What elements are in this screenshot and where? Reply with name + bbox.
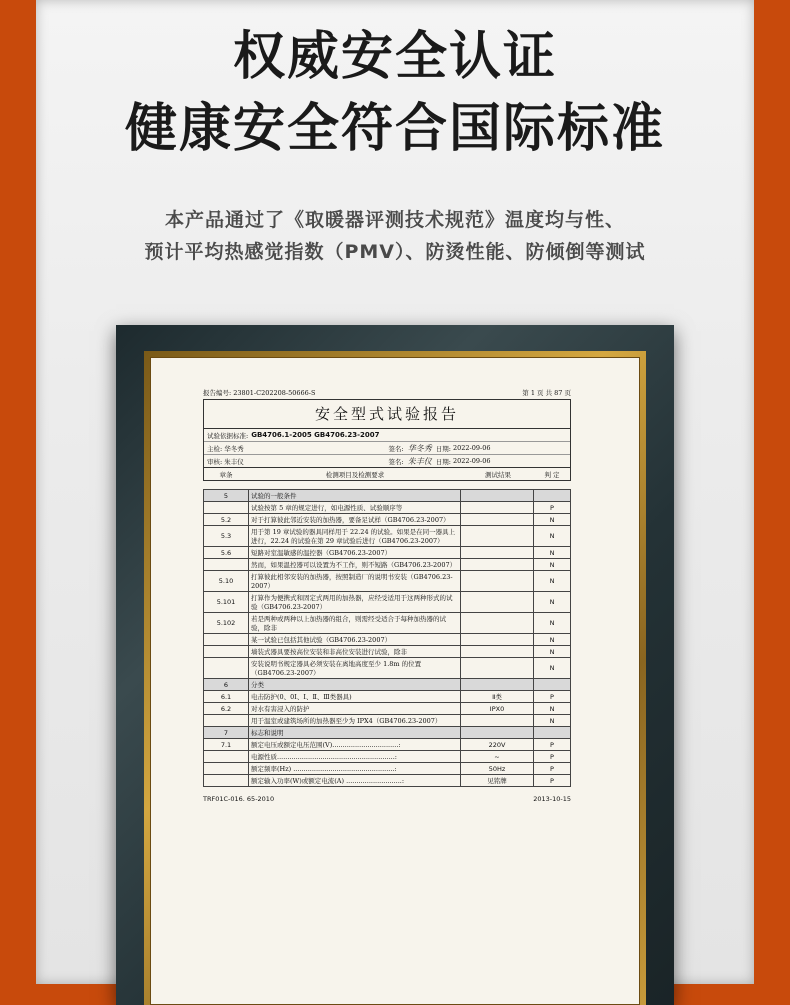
item-cell: 短路对室温敏感的温控器（GB4706.23-2007）	[249, 547, 461, 559]
signature-1: 华冬秀	[407, 443, 432, 453]
inspector: 主检: 华冬秀	[207, 444, 244, 453]
test-items-table	[203, 489, 571, 787]
clause-cell	[204, 502, 249, 514]
item-cell: 额定频率(Hz) .................................................:	[249, 763, 461, 775]
clause-cell	[204, 658, 249, 679]
subtitle-line-2: 预计平均热感觉指数（PMV）、防烫性能、防倾倒等测试	[144, 241, 646, 263]
subtitle-line-1: 本产品通过了《取暖器评测技术规范》温度均与性、	[164, 209, 625, 231]
result-cell	[461, 526, 534, 547]
verdict-cell: N	[534, 703, 571, 715]
item-cell: 若是两种或两种以上加热器的组合，则需经受适合于每种加热器的试验，除非	[249, 613, 461, 634]
date-label-2: 日期:	[435, 457, 451, 466]
verdict-cell: P	[534, 751, 571, 763]
table-row	[204, 571, 571, 592]
table-header	[203, 468, 571, 481]
item-cell: 打算作为便携式和固定式两用的加热器，应经受适用于这两种形式的试验（GB4706.23-2007）	[249, 592, 461, 613]
result-cell	[461, 559, 534, 571]
item-cell: 用于第 19 章试验的器具同样用于 22.24 的试验。如果是在同一器具上进行，22.24 的试验在第 29 章试验后进行（GB4706.23-2007）	[249, 526, 461, 547]
result-cell: 见铭牌	[461, 775, 534, 787]
verdict-cell: N	[534, 613, 571, 634]
clause-cell: 5.101	[204, 592, 249, 613]
result-cell: IPX0	[461, 703, 534, 715]
clause-cell: 5.6	[204, 547, 249, 559]
verdict-cell: N	[534, 547, 571, 559]
item-cell: 电击防护(0、0Ⅰ、Ⅰ、Ⅱ、Ⅲ类器具)	[249, 691, 461, 703]
result-cell	[461, 727, 534, 739]
item-cell: 分类	[249, 679, 461, 691]
clause-cell: 5.2	[204, 514, 249, 526]
item-cell: 然而，如果温控器可以设置为不工作，则不短路（GB4706.23-2007）	[249, 559, 461, 571]
report-page: 第 1 页 共 87 页	[522, 389, 571, 397]
table-row	[204, 559, 571, 571]
clause-cell: 6.1	[204, 691, 249, 703]
col-clause: 章条	[219, 470, 233, 479]
clause-cell	[204, 775, 249, 787]
item-cell: 额定电压或额定电压范围(V)................................:	[249, 739, 461, 751]
result-cell	[461, 571, 534, 592]
result-cell: Ⅱ类	[461, 691, 534, 703]
clause-cell	[204, 751, 249, 763]
table-row	[204, 775, 571, 787]
table-row	[204, 679, 571, 691]
verdict-cell	[534, 679, 571, 691]
sign-label: 签名:	[388, 444, 404, 453]
table-row	[204, 592, 571, 613]
verdict-cell	[534, 490, 571, 502]
headline-line-2: 健康安全符合国际标准	[124, 99, 665, 159]
item-cell: 用于温室或建筑场所的加热器至少为 IPX4（GB4706.23-2007）	[249, 715, 461, 727]
clause-cell	[204, 763, 249, 775]
verdict-cell: N	[534, 646, 571, 658]
result-cell	[461, 514, 534, 526]
table-row	[204, 763, 571, 775]
table-row	[204, 514, 571, 526]
report-meta	[203, 428, 571, 468]
item-cell: 对于打算彼此邻近安装的加热器，要备足试样（GB4706.23-2007）	[249, 514, 461, 526]
item-cell: 试验的一般条件	[249, 490, 461, 502]
result-cell	[461, 634, 534, 646]
clause-cell: 6	[204, 679, 249, 691]
verdict-cell: N	[534, 634, 571, 646]
reviewer: 审核: 朱丰仪	[207, 457, 244, 466]
item-cell: 安装说明书规定器具必须安装在离地高度至少 1.8m 的位置（GB4706.23-2007）	[249, 658, 461, 679]
verdict-cell: P	[534, 502, 571, 514]
clause-cell	[204, 559, 249, 571]
col-verdict: 判 定	[544, 470, 560, 479]
table-row	[204, 715, 571, 727]
form-date: 2013-10-15	[533, 795, 571, 803]
table-row	[204, 526, 571, 547]
item-cell: 打算彼此相邻安装的加热器，按照制造厂的说明书安装（GB4706.23-2007）	[249, 571, 461, 592]
clause-cell: 5.3	[204, 526, 249, 547]
clause-cell: 6.2	[204, 703, 249, 715]
verdict-cell: N	[534, 715, 571, 727]
table-row	[204, 502, 571, 514]
clause-cell	[204, 715, 249, 727]
report-paper	[150, 357, 640, 1005]
verdict-cell: N	[534, 526, 571, 547]
table-row	[204, 751, 571, 763]
verdict-cell: N	[534, 559, 571, 571]
test-report	[203, 388, 571, 803]
item-cell: 墙装式器具要按高位安装和非高位安装进行试验，除非	[249, 646, 461, 658]
item-cell: 标志和说明	[249, 727, 461, 739]
table-row	[204, 613, 571, 634]
table-row	[204, 658, 571, 679]
frame-gold-border	[144, 351, 646, 1005]
result-cell	[461, 490, 534, 502]
table-row	[204, 490, 571, 502]
form-code: TRF01C-016. 65-2010	[203, 795, 275, 803]
result-cell: 50Hz	[461, 763, 534, 775]
item-cell: 试验按第 5 章的规定进行，如电源性质、试验顺序等	[249, 502, 461, 514]
item-cell: 额定输入功率(W)或额定电流(A) ...........................:	[249, 775, 461, 787]
headline-line-1: 权威安全认证	[232, 27, 557, 87]
verdict-cell: N	[534, 571, 571, 592]
result-cell	[461, 658, 534, 679]
verdict-cell: N	[534, 514, 571, 526]
item-cell: 某一试验已包括其他试验（GB4706.23-2007）	[249, 634, 461, 646]
result-cell	[461, 547, 534, 559]
table-row	[204, 634, 571, 646]
clause-cell	[204, 634, 249, 646]
verdict-cell: N	[534, 658, 571, 679]
verdict-cell: P	[534, 691, 571, 703]
verdict-cell: P	[534, 739, 571, 751]
signature-2: 朱丰仪	[407, 456, 432, 466]
result-cell	[461, 613, 534, 634]
clause-cell: 7	[204, 727, 249, 739]
table-row	[204, 727, 571, 739]
sign-label-2: 签名:	[388, 457, 404, 466]
certificate-frame	[116, 325, 674, 1005]
verdict-cell: P	[534, 763, 571, 775]
result-cell	[461, 502, 534, 514]
table-row	[204, 739, 571, 751]
clause-cell: 5.10	[204, 571, 249, 592]
clause-cell: 5	[204, 490, 249, 502]
date-2: 2022-09-06	[452, 457, 491, 465]
result-cell	[461, 679, 534, 691]
result-cell	[461, 646, 534, 658]
col-result: 测试结果	[485, 470, 511, 479]
basis-label: 试验依据标准:	[207, 431, 249, 440]
verdict-cell	[534, 727, 571, 739]
table-row	[204, 547, 571, 559]
report-title: 安全型式试验报告	[203, 399, 571, 428]
item-cell: 对水有害浸入的防护	[249, 703, 461, 715]
result-cell	[461, 592, 534, 613]
result-cell	[461, 715, 534, 727]
table-row	[204, 691, 571, 703]
clause-cell: 5.102	[204, 613, 249, 634]
result-cell: ~	[461, 751, 534, 763]
clause-cell	[204, 646, 249, 658]
date-label: 日期:	[435, 444, 451, 453]
item-cell: 电源性质.........................................................:	[249, 751, 461, 763]
clause-cell: 7.1	[204, 739, 249, 751]
report-number: 报告编号: 23801-C202208-50666-S	[203, 389, 316, 397]
verdict-cell: N	[534, 592, 571, 613]
date-1: 2022-09-06	[452, 444, 491, 452]
table-row	[204, 703, 571, 715]
basis-value: GB4706.1-2005 GB4706.23-2007	[251, 431, 380, 439]
col-item: 检测项目及检测要求	[325, 470, 385, 479]
verdict-cell: P	[534, 775, 571, 787]
result-cell: 220V	[461, 739, 534, 751]
table-row	[204, 646, 571, 658]
